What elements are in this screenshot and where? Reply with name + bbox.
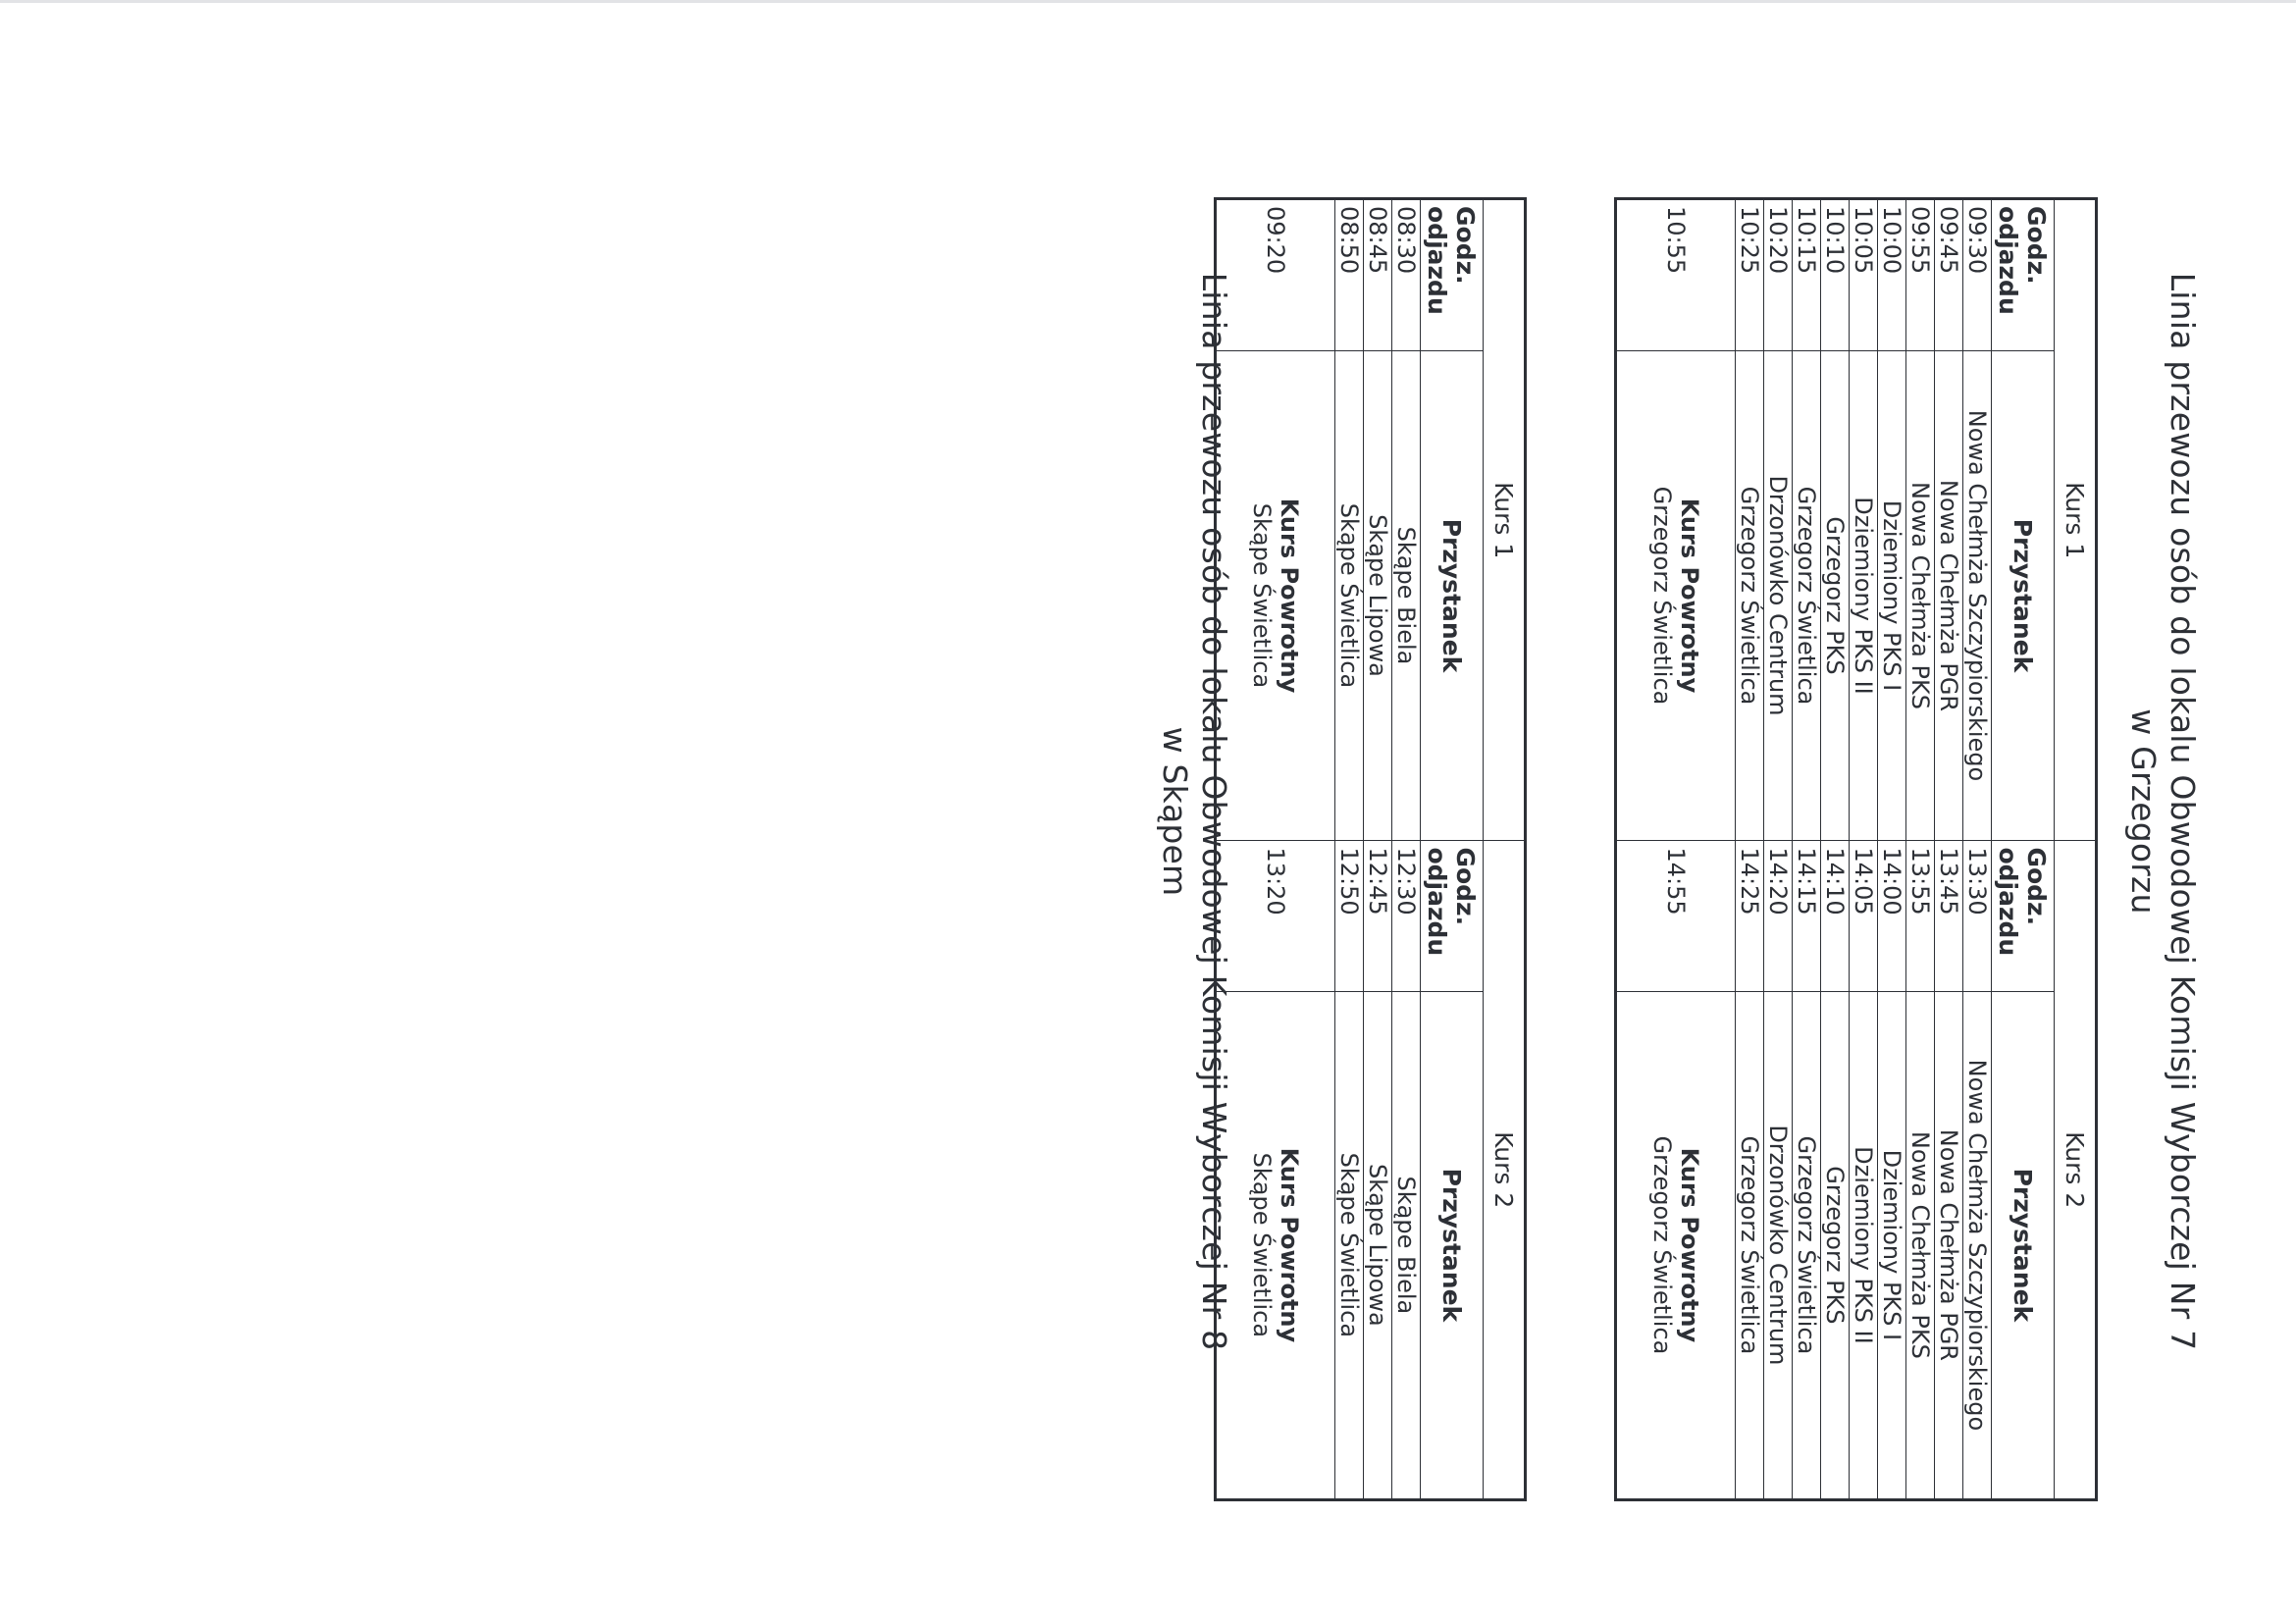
title-line-2: w Grzegorzu: [2124, 708, 2163, 915]
return-time-2: 14:55: [1616, 841, 1736, 991]
depart-time-kurs2: 14:10: [1821, 841, 1850, 991]
stop-kurs1: Drzonówko Centrum: [1764, 350, 1793, 841]
table-row: [1364, 199, 1392, 1500]
stop-kurs2: Grzegorz Świetlica: [1736, 991, 1764, 1499]
return-time-1: 10:55: [1616, 199, 1736, 351]
depart-time-kurs1: 09:55: [1906, 199, 1935, 351]
table-body-nr8: [1335, 199, 1421, 1500]
depart-time-kurs1: 10:00: [1878, 199, 1906, 351]
stop-kurs1: Skąpe Świetlica: [1335, 350, 1364, 841]
stop-kurs1: Nowa Chełmża PGR: [1935, 350, 1963, 841]
kurs2-header: Kurs 2: [1484, 841, 1526, 1500]
depart-time-kurs2: 14:05: [1850, 841, 1878, 991]
title-line-2: w Skąpem: [1156, 726, 1194, 897]
return-time-1: 09:20: [1216, 199, 1335, 351]
table-row: [1736, 199, 1764, 1500]
col-time-header: Godz. odjazdu: [1992, 841, 2055, 991]
depart-time-kurs1: 09:30: [1963, 199, 1992, 351]
column-header-row: [1421, 199, 1484, 1500]
stop-kurs2: Grzegorz Świetlica: [1793, 991, 1821, 1499]
stop-kurs1: Skąpe Lipowa: [1364, 350, 1392, 841]
depart-time-kurs2: 13:55: [1906, 841, 1935, 991]
depart-time-kurs1: 10:25: [1736, 199, 1764, 351]
title-line-1: Linia przewozu osób do lokalu Obwodowej Komisji Wyborczej Nr 8: [1195, 272, 1233, 1351]
depart-time-kurs1: 10:10: [1821, 199, 1850, 351]
depart-time-kurs1: 10:20: [1764, 199, 1793, 351]
kurs-header-row: [2055, 199, 2097, 1500]
col-stop-header: Przystanek: [1992, 350, 2055, 841]
table-body-nr7: [1736, 199, 1992, 1500]
depart-time-kurs2: 12:45: [1364, 841, 1392, 991]
stop-kurs1: Nowa Chełmża PKS: [1906, 350, 1935, 841]
schedule-table-nr8: [1214, 197, 1527, 1501]
schedule-table-nr7: [1614, 197, 2098, 1501]
depart-time-kurs1: 08:30: [1392, 199, 1421, 351]
col-time-header: Godz. odjazdu: [1421, 841, 1484, 991]
return-label-2: Kurs Powrotny: [1276, 1147, 1303, 1343]
table-row: [1963, 199, 1992, 1500]
title-line-1: Linia przewozu osób do lokalu Obwodowej Komisji Wyborczej Nr 7: [2164, 272, 2202, 1351]
stop-kurs2: Skąpe Lipowa: [1364, 991, 1392, 1499]
table-row: [1850, 199, 1878, 1500]
return-cell-1: [1616, 350, 1736, 841]
depart-time-kurs1: 09:45: [1935, 199, 1963, 351]
section-title-7: [2123, 0, 2202, 1623]
return-cell-2: [1216, 991, 1335, 1499]
return-cell-2: [1616, 991, 1736, 1499]
return-label-1: Kurs Powrotny: [1276, 497, 1303, 694]
table-row: [1906, 199, 1935, 1500]
table-row: [1935, 199, 1963, 1500]
stop-kurs1: Nowa Chełmża Szczypiorskiego: [1963, 350, 1992, 841]
return-stop-2: Skąpe Świetlica: [1248, 1152, 1276, 1338]
table-row: [1392, 199, 1421, 1500]
stop-kurs1: Grzegorz Świetlica: [1793, 350, 1821, 841]
stop-kurs2: Skąpe Świetlica: [1335, 991, 1364, 1499]
stop-kurs2: Dziemiony PKS II: [1850, 991, 1878, 1499]
stop-kurs2: Skąpe Biela: [1392, 991, 1421, 1499]
depart-time-kurs2: 14:25: [1736, 841, 1764, 991]
kurs1-header: Kurs 1: [1484, 199, 1526, 841]
table-row: [1335, 199, 1364, 1500]
return-stop-2: Grzegorz Świetlica: [1648, 1135, 1676, 1355]
stop-kurs2: Drzonówko Centrum: [1764, 991, 1793, 1499]
depart-time-kurs1: 08:45: [1364, 199, 1392, 351]
stop-kurs1: Dziemiony PKS II: [1850, 350, 1878, 841]
depart-time-kurs2: 12:30: [1392, 841, 1421, 991]
depart-time-kurs2: 14:20: [1764, 841, 1793, 991]
column-header-row: [1992, 199, 2055, 1500]
depart-time-kurs2: 13:30: [1963, 841, 1992, 991]
return-label-1: Kurs Powrotny: [1676, 497, 1703, 694]
kurs2-header: Kurs 2: [2055, 841, 2097, 1500]
stop-kurs1: Dziemiony PKS I: [1878, 350, 1906, 841]
stop-kurs2: Grzegorz PKS: [1821, 991, 1850, 1499]
col-time-header: Godz. odjazdu: [1421, 199, 1484, 351]
stop-kurs1: Skąpe Biela: [1392, 350, 1421, 841]
kurs1-header: Kurs 1: [2055, 199, 2097, 841]
stop-kurs2: Nowa Chełmża PKS: [1906, 991, 1935, 1499]
depart-time-kurs1: 08:50: [1335, 199, 1364, 351]
table-row: [1821, 199, 1850, 1500]
return-row: [1216, 199, 1335, 1500]
return-stop-1: Skąpe Świetlica: [1248, 502, 1276, 689]
depart-time-kurs2: 13:45: [1935, 841, 1963, 991]
col-stop-header: Przystanek: [1992, 991, 2055, 1499]
col-time-header: Godz. odjazdu: [1992, 199, 2055, 351]
depart-time-kurs2: 14:15: [1793, 841, 1821, 991]
depart-time-kurs1: 10:15: [1793, 199, 1821, 351]
table-row: [1878, 199, 1906, 1500]
kurs-header-row: [1484, 199, 1526, 1500]
stop-kurs1: Grzegorz Świetlica: [1736, 350, 1764, 841]
table-row: [1793, 199, 1821, 1500]
stop-kurs2: Nowa Chełmża Szczypiorskiego: [1963, 991, 1992, 1499]
stop-kurs2: Dziemiony PKS I: [1878, 991, 1906, 1499]
col-stop-header: Przystanek: [1421, 350, 1484, 841]
return-stop-1: Grzegorz Świetlica: [1648, 486, 1676, 706]
col-stop-header: Przystanek: [1421, 991, 1484, 1499]
return-label-2: Kurs Powrotny: [1676, 1147, 1703, 1343]
depart-time-kurs2: 12:50: [1335, 841, 1364, 991]
table-row: [1764, 199, 1793, 1500]
stop-kurs2: Nowa Chełmża PGR: [1935, 991, 1963, 1499]
stop-kurs1: Grzegorz PKS: [1821, 350, 1850, 841]
return-cell-1: [1216, 350, 1335, 841]
return-row: [1616, 199, 1736, 1500]
return-time-2: 13:20: [1216, 841, 1335, 991]
depart-time-kurs2: 14:00: [1878, 841, 1906, 991]
depart-time-kurs1: 10:05: [1850, 199, 1878, 351]
